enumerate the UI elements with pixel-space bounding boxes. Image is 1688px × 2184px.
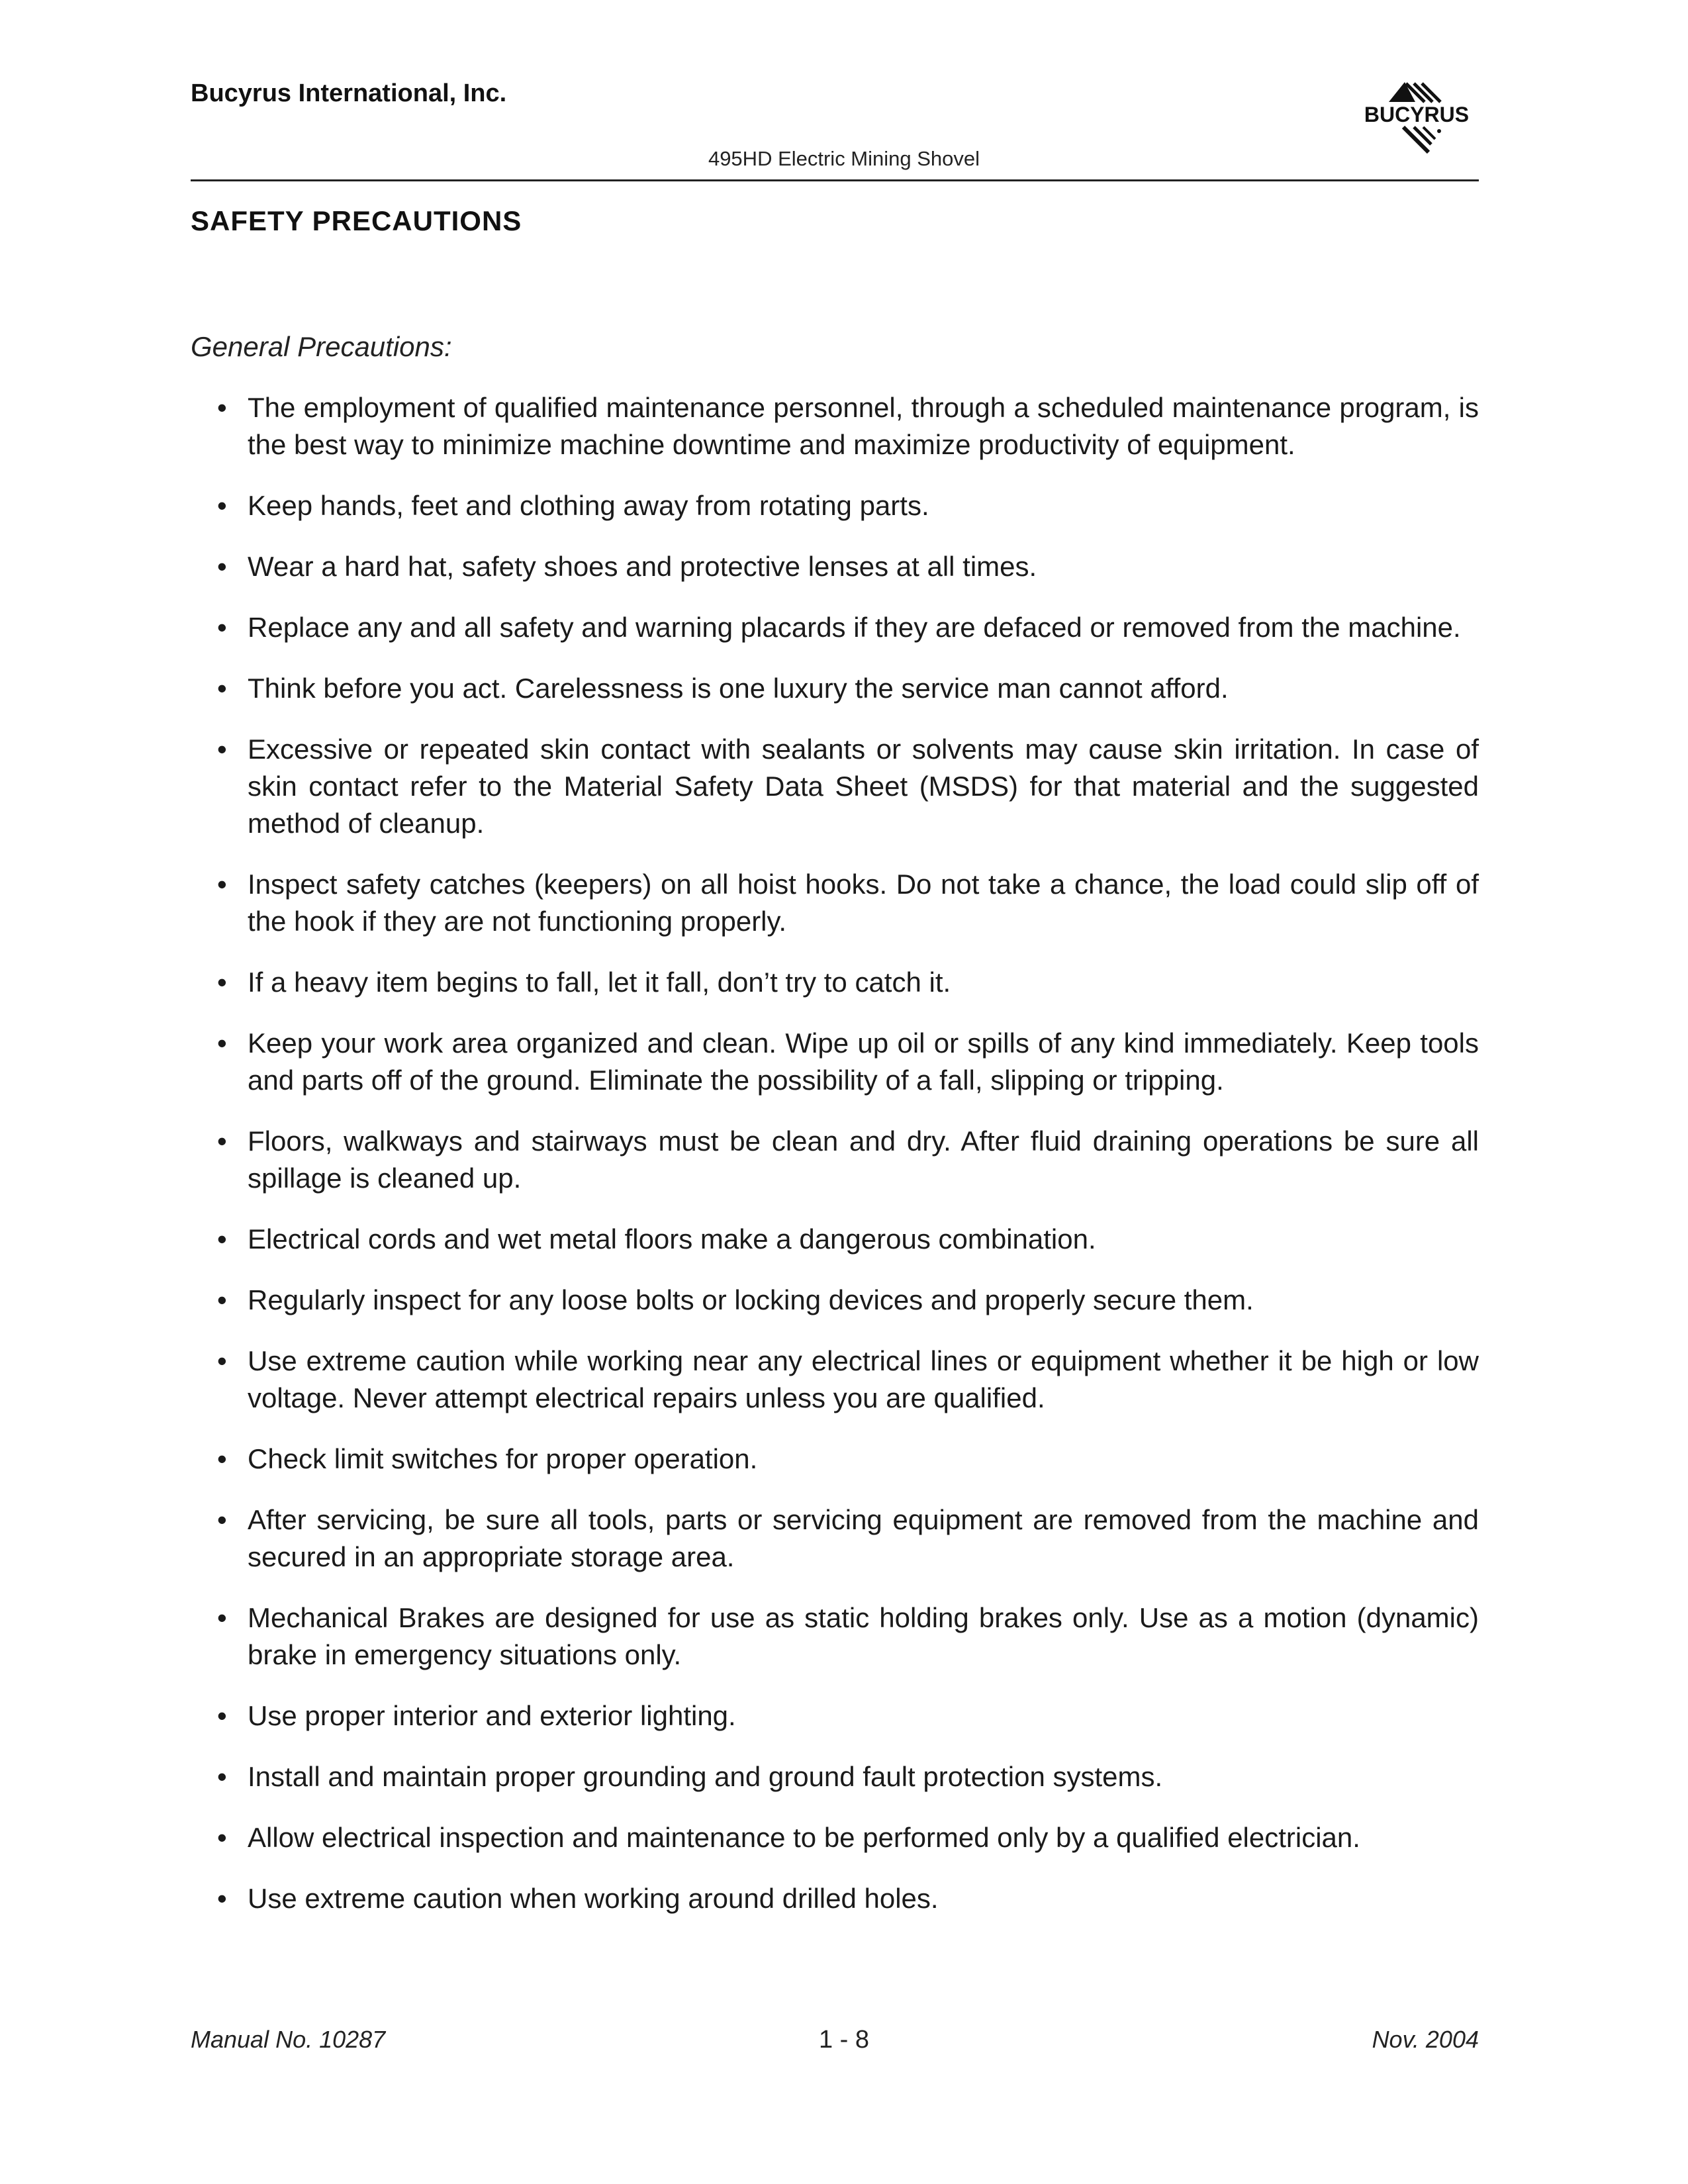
bullet-icon: • (217, 1822, 227, 1853)
list-item-text: Allow electrical inspection and maintenance to be performed only by a qualified electrician. (248, 1822, 1360, 1853)
precautions-list (191, 389, 1479, 1941)
list-item-text: Keep your work area organized and clean. Wipe up oil or spills of any kind immediately. Keep tools and parts off of the ground. Eliminate the possibility of a fall, slipping or tripping. (248, 1027, 1479, 1096)
list-item (191, 1441, 1479, 1478)
bullet-icon: • (217, 1443, 227, 1474)
list-item (191, 866, 1479, 940)
bullet-icon: • (217, 490, 227, 521)
bullet-icon: • (217, 1700, 227, 1731)
list-item (191, 670, 1479, 707)
list-item (191, 1025, 1479, 1099)
list-item (191, 1819, 1479, 1856)
section-subheading: General Precautions: (191, 331, 452, 362)
bullet-icon: • (217, 551, 227, 582)
list-item (191, 1221, 1479, 1258)
list-item (191, 1501, 1479, 1576)
bullet-icon: • (217, 392, 227, 423)
list-item-text: Mechanical Brakes are designed for use as static holding brakes only. Use as a motion (dynamic) brake in emergency situations only. (248, 1602, 1479, 1670)
list-item-text: If a heavy item begins to fall, let it fall, don’t try to catch it. (248, 967, 951, 998)
company-name: Bucyrus International, Inc. (191, 79, 507, 107)
list-item-text: Use extreme caution when working around drilled holes. (248, 1883, 939, 1914)
bullet-icon: • (217, 673, 227, 704)
list-item (191, 1343, 1479, 1417)
list-item-text: Electrical cords and wet metal floors make a dangerous combination. (248, 1223, 1096, 1255)
manual-number: Manual No. 10287 (191, 2026, 386, 2053)
bullet-icon: • (217, 967, 227, 998)
list-item (191, 548, 1479, 585)
list-item-text: Wear a hard hat, safety shoes and protective lenses at all times. (248, 551, 1037, 582)
list-item (191, 1758, 1479, 1795)
section-title: SAFETY PRECAUTIONS (191, 205, 522, 236)
list-item (191, 731, 1479, 842)
list-item (191, 1880, 1479, 1917)
bullet-icon: • (217, 1125, 227, 1157)
bullet-icon: • (217, 1027, 227, 1059)
list-item (191, 964, 1479, 1001)
bullet-icon: • (217, 869, 227, 900)
bullet-icon: • (217, 734, 227, 765)
bullet-icon: • (217, 1284, 227, 1315)
list-item-text: Check limit switches for proper operation. (248, 1443, 758, 1474)
document-subtitle: 495HD Electric Mining Shovel (708, 147, 980, 170)
bullet-icon: • (217, 1345, 227, 1376)
list-item-text: Keep hands, feet and clothing away from rotating parts. (248, 490, 929, 521)
logo-text: BUCYRUS (1364, 103, 1470, 126)
list-item (191, 1599, 1479, 1674)
list-item-text: Excessive or repeated skin contact with sealants or solvents may cause skin irritation. In case of skin contact refer to the Material Safety Data Sheet (MSDS) for that material and the suggested method of cleanup. (248, 734, 1479, 839)
list-item (191, 1282, 1479, 1319)
list-item-text: Replace any and all safety and warning placards if they are defaced or removed from the machine. (248, 612, 1461, 643)
list-item-text: Install and maintain proper grounding and ground fault protection systems. (248, 1761, 1163, 1792)
list-item-text: The employment of qualified maintenance personnel, through a scheduled maintenance program, is the best way to minimize machine downtime and maximize productivity of equipment. (248, 392, 1479, 460)
bullet-icon: • (217, 1761, 227, 1792)
list-item-text: Think before you act. Carelessness is one luxury the service man cannot afford. (248, 673, 1229, 704)
header-rule (191, 179, 1479, 181)
bullet-icon: • (217, 1602, 227, 1633)
list-item-text: Regularly inspect for any loose bolts or locking devices and properly secure them. (248, 1284, 1254, 1315)
list-item-text: After servicing, be sure all tools, parts or servicing equipment are removed from the machine and secured in an appropriate storage area. (248, 1504, 1479, 1572)
list-item-text: Inspect safety catches (keepers) on all hoist hooks. Do not take a chance, the load could slip off of the hook if they are not functioning properly. (248, 869, 1479, 937)
list-item (191, 609, 1479, 646)
list-item (191, 487, 1479, 524)
publication-date: Nov. 2004 (1372, 2026, 1479, 2053)
bullet-icon: • (217, 612, 227, 643)
list-item (191, 1697, 1479, 1734)
page-number: 1 - 8 (818, 2026, 870, 2054)
list-item-text: Use extreme caution while working near any electrical lines or equipment whether it be high or low voltage. Never attempt electrical repairs unless you are qualified. (248, 1345, 1479, 1413)
bullet-icon: • (217, 1504, 227, 1535)
bullet-icon: • (217, 1883, 227, 1914)
list-item-text: Floors, walkways and stairways must be clean and dry. After fluid draining operations be sure all spillage is cleaned up. (248, 1125, 1479, 1194)
list-item (191, 389, 1479, 463)
list-item (191, 1123, 1479, 1197)
list-item-text: Use proper interior and exterior lighting. (248, 1700, 736, 1731)
bullet-icon: • (217, 1223, 227, 1255)
